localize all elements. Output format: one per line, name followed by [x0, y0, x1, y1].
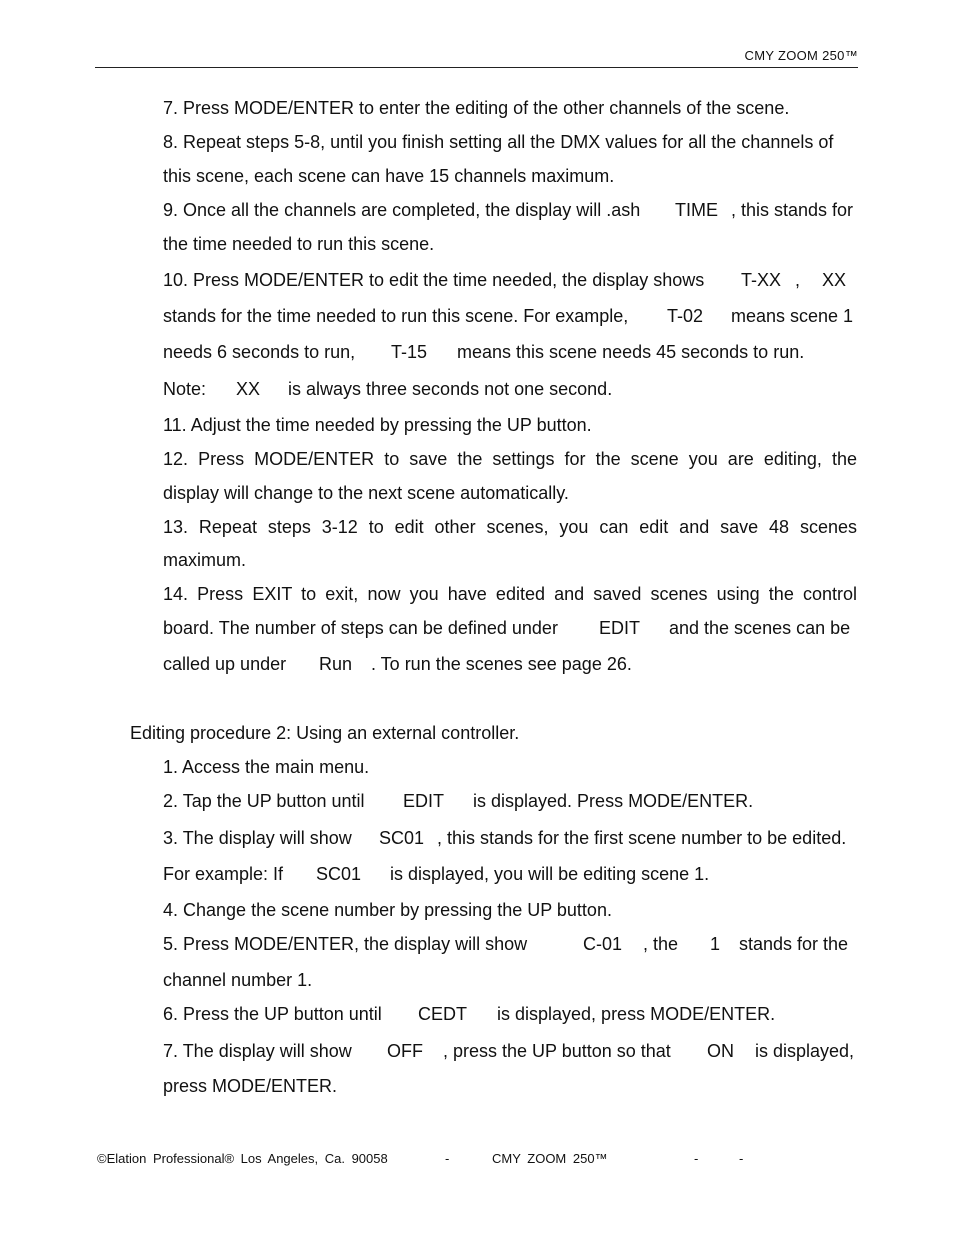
footer-separator: - [739, 1151, 744, 1166]
display-code: Run [319, 654, 353, 674]
display-code: EDIT [599, 618, 641, 638]
page-header [95, 48, 858, 68]
paragraph-line: this scene, each scene can have 15 channels maximum. [163, 166, 615, 186]
footer-separator: - [445, 1151, 450, 1166]
paragraph-line: channel number 1. [163, 970, 313, 990]
footer-copyright: ©Elation Professional® Los Angeles, Ca. 90058 [97, 1151, 388, 1166]
display-code: EDIT [403, 791, 445, 811]
header-title: CMY ZOOM 250™ [744, 48, 858, 63]
display-code: XX [822, 270, 847, 290]
display-code: XX [236, 379, 261, 399]
paragraph-line: 4. Change the scene number by pressing the UP button. [163, 900, 612, 920]
paragraph-line: 1. Access the main menu. [163, 757, 370, 777]
display-code: T-XX [741, 270, 782, 290]
paragraph-line: board. The number of steps can be defined under EDIT and the scenes can be [163, 618, 851, 638]
section-heading: Editing procedure 2: Using an external controller. [130, 723, 520, 743]
paragraph-line: 3. The display will show SC01 , this stands for the first scene number to be edited. [163, 828, 847, 848]
footer-model: CMY ZOOM 250™ [492, 1151, 608, 1166]
paragraph-line: 13. Repeat steps 3-12 to edit other scenes, you can edit and save 48 scenes [163, 517, 857, 537]
paragraph-line: called up under Run . To run the scenes see page 26. [163, 654, 632, 674]
display-code: T-15 [391, 342, 428, 362]
paragraph-line: 5. Press MODE/ENTER, the display will show C-01 , the 1 stands for the [163, 934, 849, 954]
display-code: CEDT [418, 1004, 467, 1024]
paragraph-line: 14. Press EXIT to exit, now you have edited and saved scenes using the control [163, 584, 857, 604]
display-code: SC01 [316, 864, 362, 884]
paragraph-line: 7. The display will show OFF , press the UP button so that ON is displayed, [163, 1041, 855, 1061]
display-code: OFF [387, 1041, 423, 1061]
display-code: SC01 [379, 828, 425, 848]
paragraph-line: For example: If SC01 is displayed, you will be editing scene 1. [163, 864, 710, 884]
paragraph-line: maximum. [163, 550, 247, 570]
display-code: T-02 [667, 306, 704, 326]
display-code: 1 [710, 934, 721, 954]
paragraph-line: 9. Once all the channels are completed, the display will .ash TIME , this stands for [163, 200, 854, 220]
paragraph-line: 8. Repeat steps 5-8, until you finish setting all the DMX values for all the channels of [163, 132, 834, 152]
display-code: ON [707, 1041, 734, 1061]
paragraph-line: display will change to the next scene automatically. [163, 483, 569, 503]
display-code: TIME [675, 200, 718, 220]
paragraph-line: the time needed to run this scene. [163, 234, 435, 254]
paragraph-line: needs 6 seconds to run, T-15 means this scene needs 45 seconds to run. [163, 342, 805, 362]
paragraph-line: 7. Press MODE/ENTER to enter the editing of the other channels of the scene. [163, 98, 790, 118]
paragraph-line: 10. Press MODE/ENTER to edit the time needed, the display shows T-XX , XX [163, 270, 847, 290]
paragraph-line: 11. Adjust the time needed by pressing the UP button. [163, 415, 592, 435]
paragraph-line: Note: XX is always three seconds not one second. [163, 379, 613, 399]
paragraph-line: stands for the time needed to run this scene. For example, T-02 means scene 1 [163, 306, 854, 326]
paragraph-line: 2. Tap the UP button until EDIT is displayed. Press MODE/ENTER. [163, 791, 754, 811]
footer-separator: - [694, 1151, 699, 1166]
paragraph-line: 12. Press MODE/ENTER to save the settings for the scene you are editing, the [163, 449, 857, 469]
paragraph-line: press MODE/ENTER. [163, 1076, 338, 1096]
display-code: C-01 [583, 934, 623, 954]
paragraph-line: 6. Press the UP button until CEDT is displayed, press MODE/ENTER. [163, 1004, 776, 1024]
